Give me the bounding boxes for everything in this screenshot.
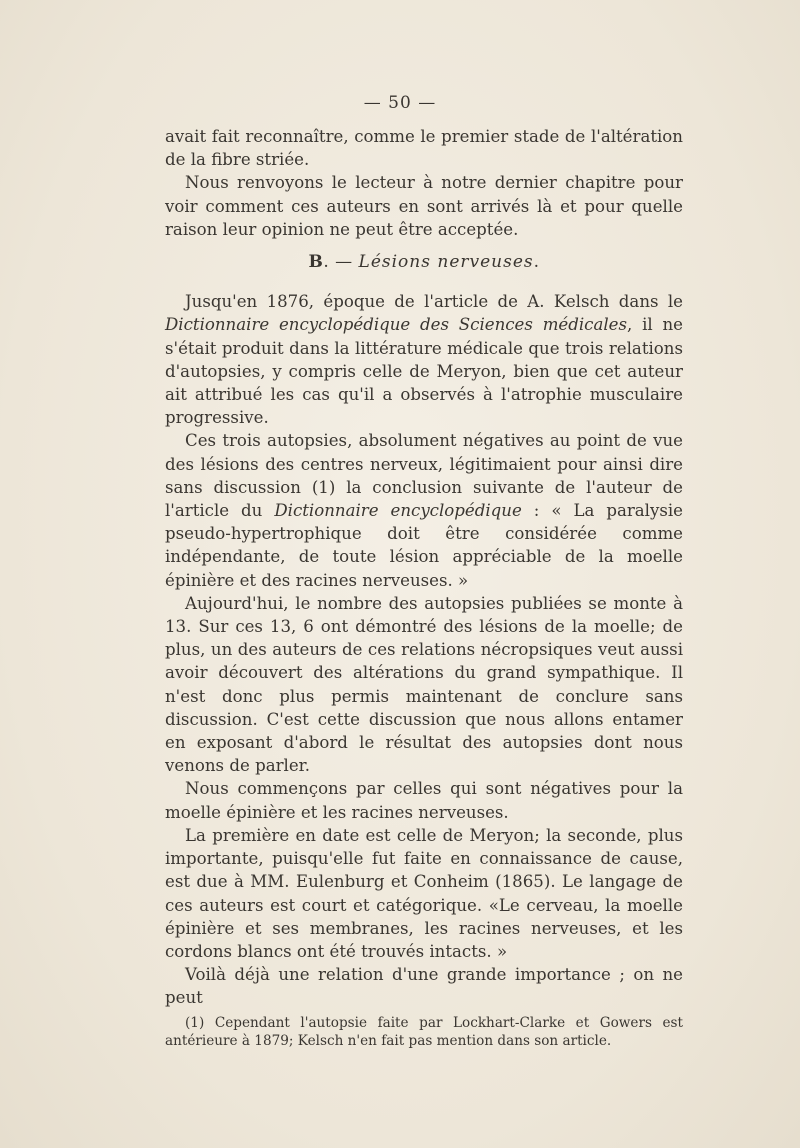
paragraph	[165, 290, 683, 429]
paragraph: La première en date est celle de Meryon; la seconde, plus importante, puisqu'elle fut faite en connaissance de cause, est due à MM. Eulenburg et Conheim (1865). Le langage de ces auteurs est court et catégorique. «Le cerveau, la moelle épinière et ses membranes, les racines nerveuses, et les cordons blancs ont été trouvés intacts. »	[165, 825, 683, 961]
section-title: Lésions nerveuses	[358, 252, 534, 273]
work-title: Dictionnaire encyclopédique	[274, 501, 522, 521]
paragraph: Aujourd'hui, le nombre des autopsies publiées se monte à 13. Sur ces 13, 6 ont démontré des lésions de la moelle; de plus, un des auteurs de ces relations nécropsiques veut aussi avoir découvert des altérations du grand sympathique. Il n'est donc plus permis maintenant de conclure sans discussion. C'est cette discussion que nous allons entamer en exposant d'abord le résultat des autopsies dont nous venons de parler.	[165, 593, 683, 776]
paragraph: Nous renvoyons le lecteur à notre dernier chapitre pour voir comment ces auteurs en sont arrivés là et pour quelle raison leur opinion ne peut être acceptée.	[165, 173, 683, 239]
paragraph-text: , il ne s'était produit dans la littérature médicale que trois relations d'autopsies, y compris celle de Meryon, bien que cet auteur ait attribué les cas qu'il a observés à l'atrophie musculaire progressive.	[165, 315, 683, 428]
section-end: .	[533, 252, 540, 273]
section-separator: . —	[323, 252, 359, 273]
section-heading	[165, 251, 683, 274]
paragraph-text: : « La paralysie pseudo-hypertrophique doit être considérée comme indépendante, de toute lésion appréciable de la moelle épinière et des racines nerveuses. »	[165, 501, 683, 590]
footnote: (1) Cependant l'autopsie faite par Lockhart-Clarke et Gowers est antérieure à 1879; Kelsch n'en fait pas mention dans son article.	[165, 1014, 683, 1049]
paragraph	[165, 429, 683, 591]
body-text	[165, 125, 683, 1050]
paragraph-text: Ces trois autopsies, absolument négatives au point de vue des lésions des centres nerveux, légitimaient pour ainsi dire sans discussion (1) la conclusion suivante de l'auteur de l'article du	[165, 431, 683, 521]
paragraph: avait fait reconnaître, comme le premier stade de l'altération de la fibre striée.	[165, 127, 683, 170]
paragraph: Voilà déjà une relation d'une grande importance ; on ne peut	[165, 965, 683, 1008]
page-number: — 50 —	[363, 93, 437, 113]
work-title: Dictionnaire encyclopédique des Sciences médicales	[165, 315, 628, 335]
section-letter: B	[308, 252, 324, 273]
paragraph: Nous commençons par celles qui sont négatives pour la moelle épinière et les racines nerveuses.	[165, 779, 683, 822]
paragraph-text: Jusqu'en 1876, époque de l'article de A. Kelsch dans le	[185, 292, 683, 312]
